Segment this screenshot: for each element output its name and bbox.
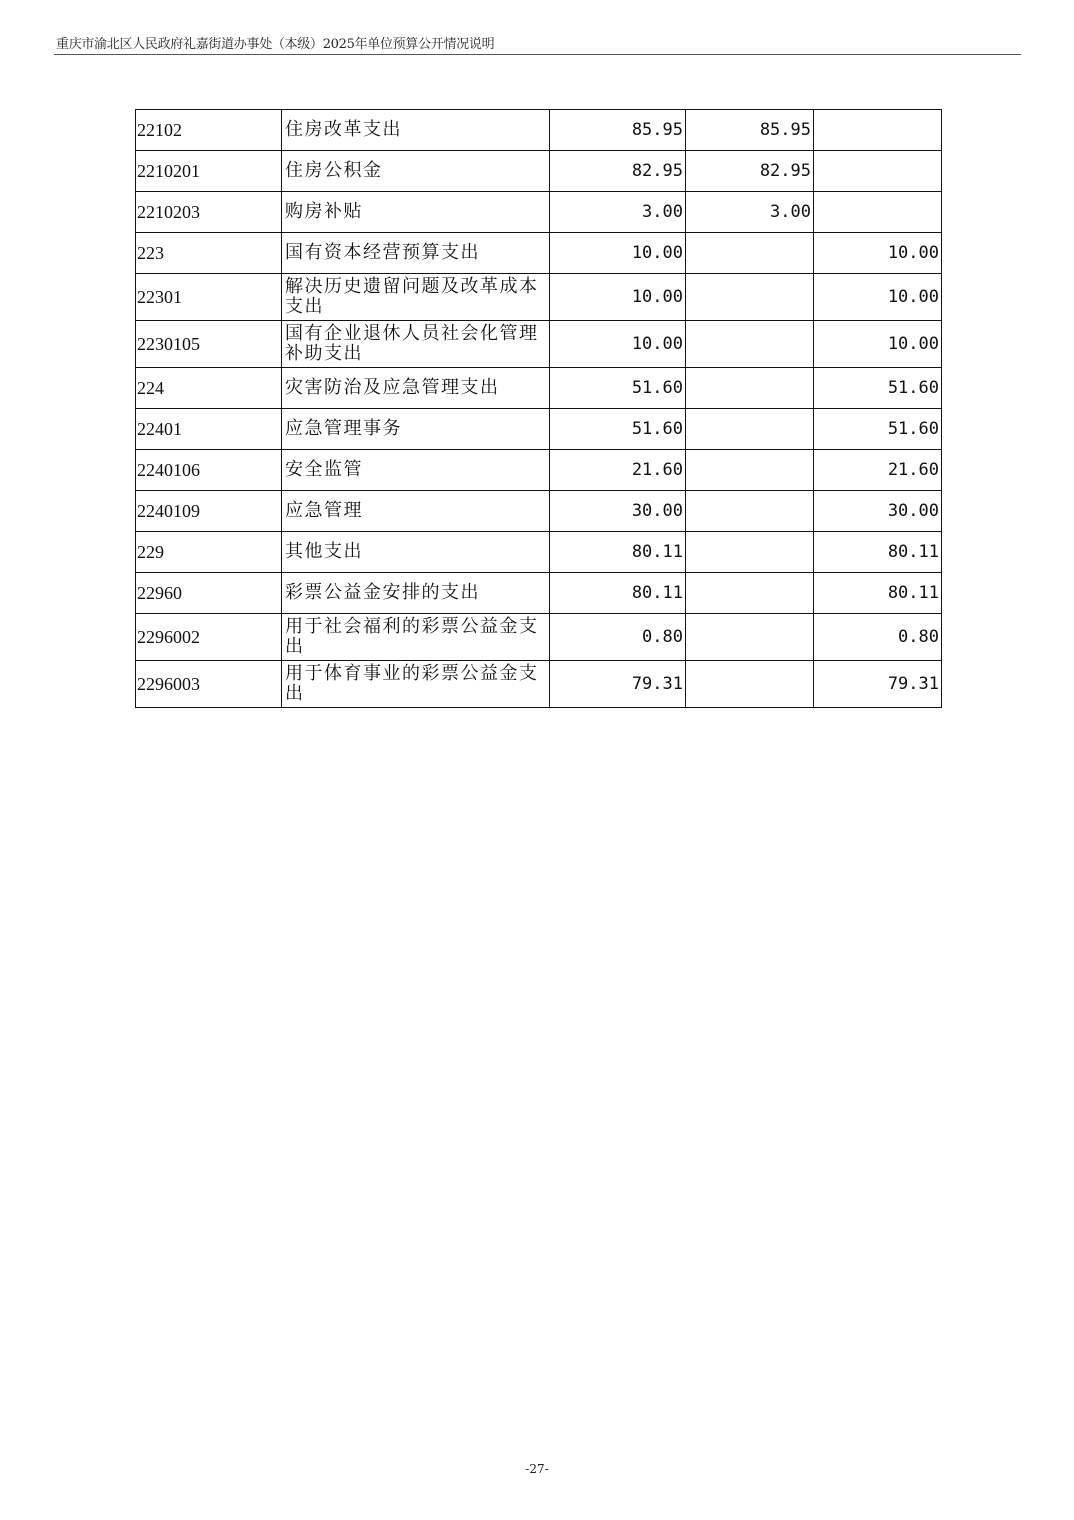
total-amount-cell: 79.31 — [550, 661, 686, 708]
budget-expenditure-table — [135, 109, 942, 708]
subject-code-cell: 2210203 — [136, 192, 282, 233]
basic-expenditure-cell — [686, 368, 814, 409]
subject-code-cell: 22960 — [136, 573, 282, 614]
total-amount-cell: 82.95 — [550, 151, 686, 192]
table-row — [136, 491, 942, 532]
basic-expenditure-cell — [686, 661, 814, 708]
subject-code-cell: 2296002 — [136, 614, 282, 661]
total-amount-cell: 85.95 — [550, 110, 686, 151]
table-row — [136, 409, 942, 450]
table-row — [136, 110, 942, 151]
basic-expenditure-cell — [686, 321, 814, 368]
basic-expenditure-cell — [686, 409, 814, 450]
project-expenditure-cell: 10.00 — [814, 274, 942, 321]
project-expenditure-cell: 80.11 — [814, 573, 942, 614]
subject-name-cell: 国有资本经营预算支出 — [282, 233, 550, 274]
total-amount-cell: 10.00 — [550, 233, 686, 274]
table-row — [136, 233, 942, 274]
basic-expenditure-cell — [686, 491, 814, 532]
subject-name-cell: 国有企业退休人员社会化管理补助支出 — [282, 321, 550, 368]
total-amount-cell: 80.11 — [550, 573, 686, 614]
total-amount-cell: 21.60 — [550, 450, 686, 491]
subject-code-cell: 2296003 — [136, 661, 282, 708]
project-expenditure-cell — [814, 192, 942, 233]
total-amount-cell: 10.00 — [550, 274, 686, 321]
subject-code-cell: 22301 — [136, 274, 282, 321]
subject-code-cell: 2230105 — [136, 321, 282, 368]
project-expenditure-cell: 10.00 — [814, 321, 942, 368]
subject-name-cell: 彩票公益金安排的支出 — [282, 573, 550, 614]
project-expenditure-cell: 10.00 — [814, 233, 942, 274]
project-expenditure-cell: 21.60 — [814, 450, 942, 491]
project-expenditure-cell: 79.31 — [814, 661, 942, 708]
subject-code-cell: 2240109 — [136, 491, 282, 532]
subject-code-cell: 2210201 — [136, 151, 282, 192]
table-row — [136, 450, 942, 491]
total-amount-cell: 3.00 — [550, 192, 686, 233]
header-divider — [54, 54, 1021, 55]
total-amount-cell: 51.60 — [550, 368, 686, 409]
subject-code-cell: 22102 — [136, 110, 282, 151]
table-row — [136, 368, 942, 409]
project-expenditure-cell: 0.80 — [814, 614, 942, 661]
subject-code-cell: 224 — [136, 368, 282, 409]
subject-name-cell: 解决历史遗留问题及改革成本支出 — [282, 274, 550, 321]
basic-expenditure-cell — [686, 532, 814, 573]
basic-expenditure-cell — [686, 274, 814, 321]
table-row — [136, 151, 942, 192]
subject-name-cell: 安全监管 — [282, 450, 550, 491]
basic-expenditure-cell — [686, 450, 814, 491]
subject-code-cell: 22401 — [136, 409, 282, 450]
subject-name-cell: 用于体育事业的彩票公益金支出 — [282, 661, 550, 708]
basic-expenditure-cell: 85.95 — [686, 110, 814, 151]
total-amount-cell: 30.00 — [550, 491, 686, 532]
project-expenditure-cell: 51.60 — [814, 409, 942, 450]
subject-code-cell: 223 — [136, 233, 282, 274]
page-number: -27- — [525, 1462, 549, 1476]
total-amount-cell: 80.11 — [550, 532, 686, 573]
total-amount-cell: 51.60 — [550, 409, 686, 450]
subject-name-cell: 其他支出 — [282, 532, 550, 573]
project-expenditure-cell — [814, 110, 942, 151]
basic-expenditure-cell: 3.00 — [686, 192, 814, 233]
subject-name-cell: 住房公积金 — [282, 151, 550, 192]
subject-code-cell: 2240106 — [136, 450, 282, 491]
subject-name-cell: 用于社会福利的彩票公益金支出 — [282, 614, 550, 661]
table-row — [136, 573, 942, 614]
subject-name-cell: 灾害防治及应急管理支出 — [282, 368, 550, 409]
table-row — [136, 274, 942, 321]
table-row — [136, 661, 942, 708]
subject-code-cell: 229 — [136, 532, 282, 573]
table-row — [136, 614, 942, 661]
total-amount-cell: 0.80 — [550, 614, 686, 661]
basic-expenditure-cell — [686, 614, 814, 661]
subject-name-cell: 住房改革支出 — [282, 110, 550, 151]
total-amount-cell: 10.00 — [550, 321, 686, 368]
basic-expenditure-cell — [686, 233, 814, 274]
basic-expenditure-cell — [686, 573, 814, 614]
project-expenditure-cell: 51.60 — [814, 368, 942, 409]
project-expenditure-cell: 80.11 — [814, 532, 942, 573]
page-header-title: 重庆市渝北区人民政府礼嘉街道办事处（本级）2025年单位预算公开情况说明 — [56, 37, 495, 52]
table-row — [136, 192, 942, 233]
subject-name-cell: 应急管理事务 — [282, 409, 550, 450]
project-expenditure-cell — [814, 151, 942, 192]
table-row — [136, 321, 942, 368]
subject-name-cell: 应急管理 — [282, 491, 550, 532]
basic-expenditure-cell: 82.95 — [686, 151, 814, 192]
project-expenditure-cell: 30.00 — [814, 491, 942, 532]
subject-name-cell: 购房补贴 — [282, 192, 550, 233]
table-row — [136, 532, 942, 573]
